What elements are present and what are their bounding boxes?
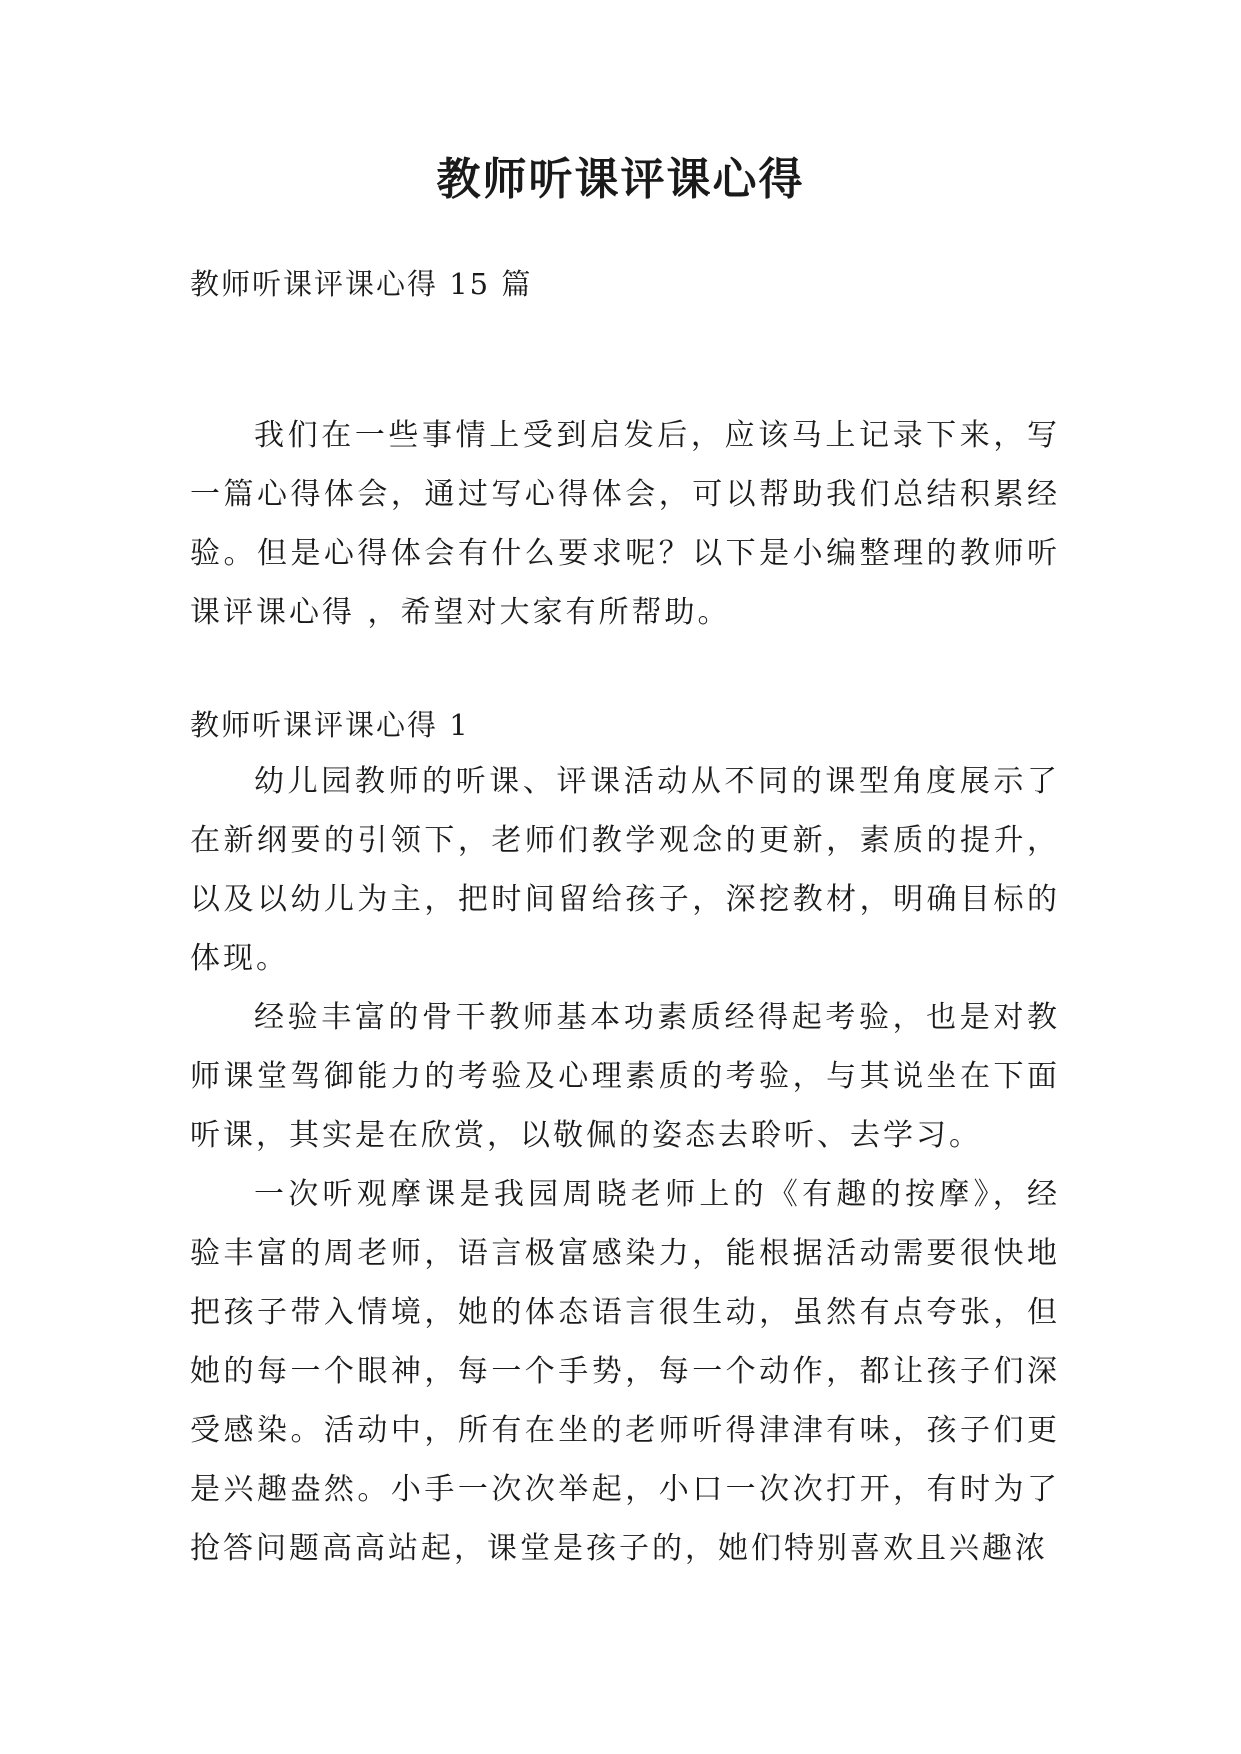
body-paragraph-3: 一次听观摩课是我园周晓老师上的《有趣的按摩》，经验丰富的周老师，语言极富感染力，能根据活动需要很快地把孩子带入情境，她的体态语言很生动，虽然有点夸张，但她的每一个眼神，每一个手势，每一个动作，都让孩子们深受感染。活动中，所有在坐的老师听得津津有味，孩子们更是兴趣盎然。小手一次次举起，小口一次次打开，有时为了抢答问题高高站起，课堂是孩子的，她们特别喜欢且兴趣浓 xyxy=(190,1177,1060,1566)
intro-paragraph: 我们在一些事情上受到启发后，应该马上记录下来，写一篇心得体会，通过写心得体会，可以帮助我们总结积累经验。但是心得体会有什么要求呢？以下是小编整理的教师听课评课心得 ，希望对大家有所帮助。 xyxy=(190,418,1060,630)
body-paragraph-2: 经验丰富的骨干教师基本功素质经得起考验，也是对教师课堂驾御能力的考验及心理素质的考验，与其说坐在下面听课，其实是在欣赏，以敬佩的姿态去聆听、去学习。 xyxy=(190,1000,1060,1153)
section-body xyxy=(190,752,1060,1578)
body-paragraph-1: 幼儿园教师的听课、评课活动从不同的课型角度展示了在新纲要的引领下，老师们教学观念的更新，素质的提升，以及以幼儿为主，把时间留给孩子，深挖教材，明确目标的体现。 xyxy=(190,764,1060,976)
section-heading: 教师听课评课心得 1 xyxy=(190,708,470,742)
intro-section xyxy=(190,406,1060,642)
document-subtitle: 教师听课评课心得 15 篇 xyxy=(190,267,533,301)
document-title: 教师听课评课心得 xyxy=(436,154,805,205)
